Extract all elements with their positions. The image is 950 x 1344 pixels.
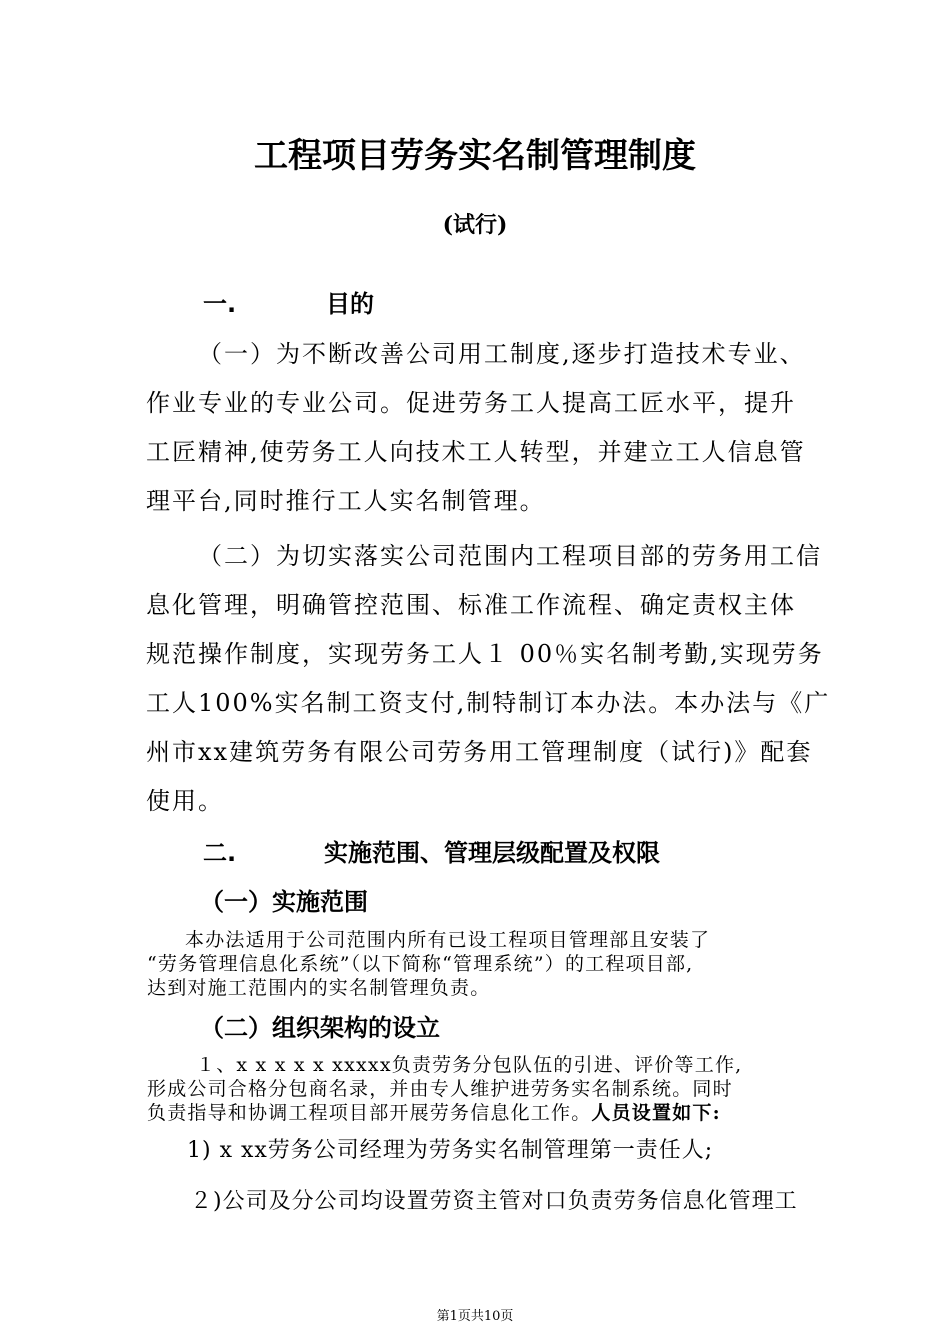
section-1-line: 州市xx建筑劳务有限公司劳务用工管理制度（试行)》配套 [146, 738, 813, 766]
subsection-1-line: 达到对施工范围内的实名制管理负责。 [147, 977, 491, 999]
subsection-2-heading: （二）组织架构的设立 [200, 1013, 440, 1042]
section-1-line: 息化管理，明确管控范围、标准工作流程、确定责权主体 [146, 591, 796, 619]
section-1-line: （二）为切实落实公司范围内工程项目部的劳务用工信 [198, 542, 822, 570]
staffing-item-2: ２)公司及分公司均设置劳资主管对口负责劳务信息化管理工 [190, 1189, 798, 1214]
section-1-line: 使用。 [146, 787, 224, 815]
section-1-number: 一. [203, 290, 237, 318]
section-1-heading: 目的 [326, 290, 374, 318]
section-1-line: 工匠精神,使劳务工人向技术工人转型，并建立工人信息管 [146, 438, 806, 466]
subsection-2-line: 形成公司合格分包商名录，并由专人维护进劳务实名制系统。同时 [147, 1078, 733, 1100]
section-1-line: 规范操作制度，实现劳务工人１ 00％实名制考勤,实现劳务 [146, 640, 824, 668]
staffing-item-1: 1) x xx劳务公司经理为劳务实名制管理第一责任人; [187, 1138, 714, 1163]
section-2-heading: 实施范围、管理层级配置及权限 [324, 839, 660, 867]
page-number: 第1页共10页 [436, 1309, 514, 1324]
section-1-line: 理平台,同时推行工人实名制管理。 [146, 487, 546, 515]
subsection-1-line: “劳务管理信息化系统”（以下简称“管理系统”）的工程项目部, [147, 953, 694, 975]
section-2-number: 二. [203, 839, 237, 867]
subsection-1-heading: （一）实施范围 [200, 887, 368, 916]
document-title: 工程项目劳务实名制管理制度 [254, 136, 696, 176]
section-1-line: 作业专业的专业公司。促进劳务工人提高工匠水平，提升 [146, 389, 796, 417]
section-1-line: 工人100%实名制工资支付,制特制订本办法。本办法与《广 [146, 689, 831, 717]
subsection-2-line-text: 负责指导和协调工程项目部开展劳务信息化工作。 [147, 1102, 592, 1124]
staffing-label: 人员设置如下: [591, 1102, 721, 1124]
section-1-line: （一）为不断改善公司用工制度,逐步打造技术专业、 [198, 340, 806, 368]
subsection-1-line: 本办法适用于公司范围内所有已设工程项目管理部且安装了 [185, 929, 711, 951]
subsection-2-line: １、x x x x x xxxxx负责劳务分包队伍的引进、评价等工作, [196, 1054, 743, 1076]
subsection-2-line [147, 1098, 721, 1125]
document-subtitle: (试行) [442, 212, 508, 238]
